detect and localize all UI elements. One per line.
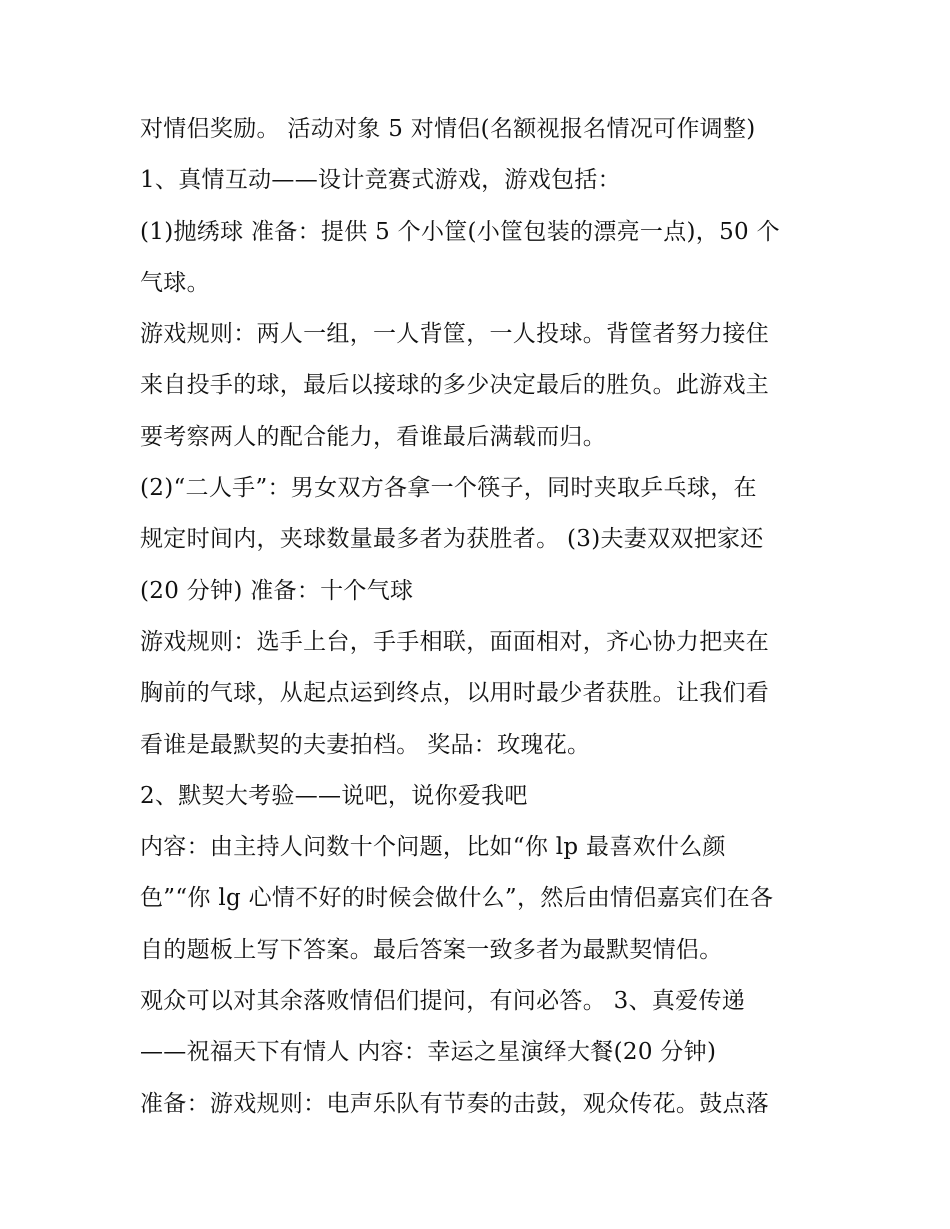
- text-line: 1、真情互动——设计竞赛式游戏，游戏包括：: [140, 167, 621, 194]
- text-line: 准备：游戏规则：电声乐队有节奏的击鼓，观众传花。鼓点落: [140, 1090, 770, 1117]
- text-line: 色”“你 lg 心情不好的时候会做什么”，然后由情侣嘉宾们在各: [140, 885, 774, 912]
- text-line: (2)“二人手”：男女双方各拿一个筷子，同时夹取乒乓球，在: [140, 475, 757, 502]
- text-line: 要考察两人的配合能力，看谁最后满载而归。: [140, 423, 606, 450]
- text-line: 对情侣奖励。 活动对象 5 对情侣(名额视报名情况可作调整): [140, 116, 756, 142]
- text-line: 来自投手的球，最后以接球的多少决定最后的胜负。此游戏主: [140, 372, 770, 399]
- text-line: ——祝福天下有情人 内容：幸运之星演绎大餐(20 分钟): [140, 1039, 717, 1066]
- text-line: 规定时间内，夹球数量最多者为获胜者。 (3)夫妻双双把家还: [140, 526, 764, 553]
- text-line: 游戏规则：两人一组，一人背筐，一人投球。背筐者努力接住: [140, 321, 770, 348]
- document-body: [140, 108, 830, 1134]
- text-line: 观众可以对其余落败情侣们提问，有问必答。 3、真爱传递: [140, 988, 746, 1015]
- text-line: 自的题板上写下答案。最后答案一致多者为最默契情侣。: [140, 936, 723, 963]
- text-line: 游戏规则：选手上台，手手相联，面面相对，齐心协力把夹在: [140, 628, 770, 655]
- text-line: (1)抛绣球 准备：提供 5 个小筐(小筐包装的漂亮一点)，50 个: [140, 218, 780, 245]
- text-line: 内容：由主持人问数十个问题，比如“你 lp 最喜欢什么颜: [140, 834, 726, 861]
- text-line: 看谁是最默契的夫妻拍档。 奖品：玫瑰花。: [140, 731, 591, 758]
- text-line: 气球。: [140, 269, 210, 296]
- text-line: (20 分钟) 准备：十个气球: [140, 577, 414, 604]
- text-line: 2、默契大考验——说吧，说你爱我吧: [140, 782, 528, 809]
- text-line: 胸前的气球，从起点运到终点，以用时最少者获胜。让我们看: [140, 680, 770, 707]
